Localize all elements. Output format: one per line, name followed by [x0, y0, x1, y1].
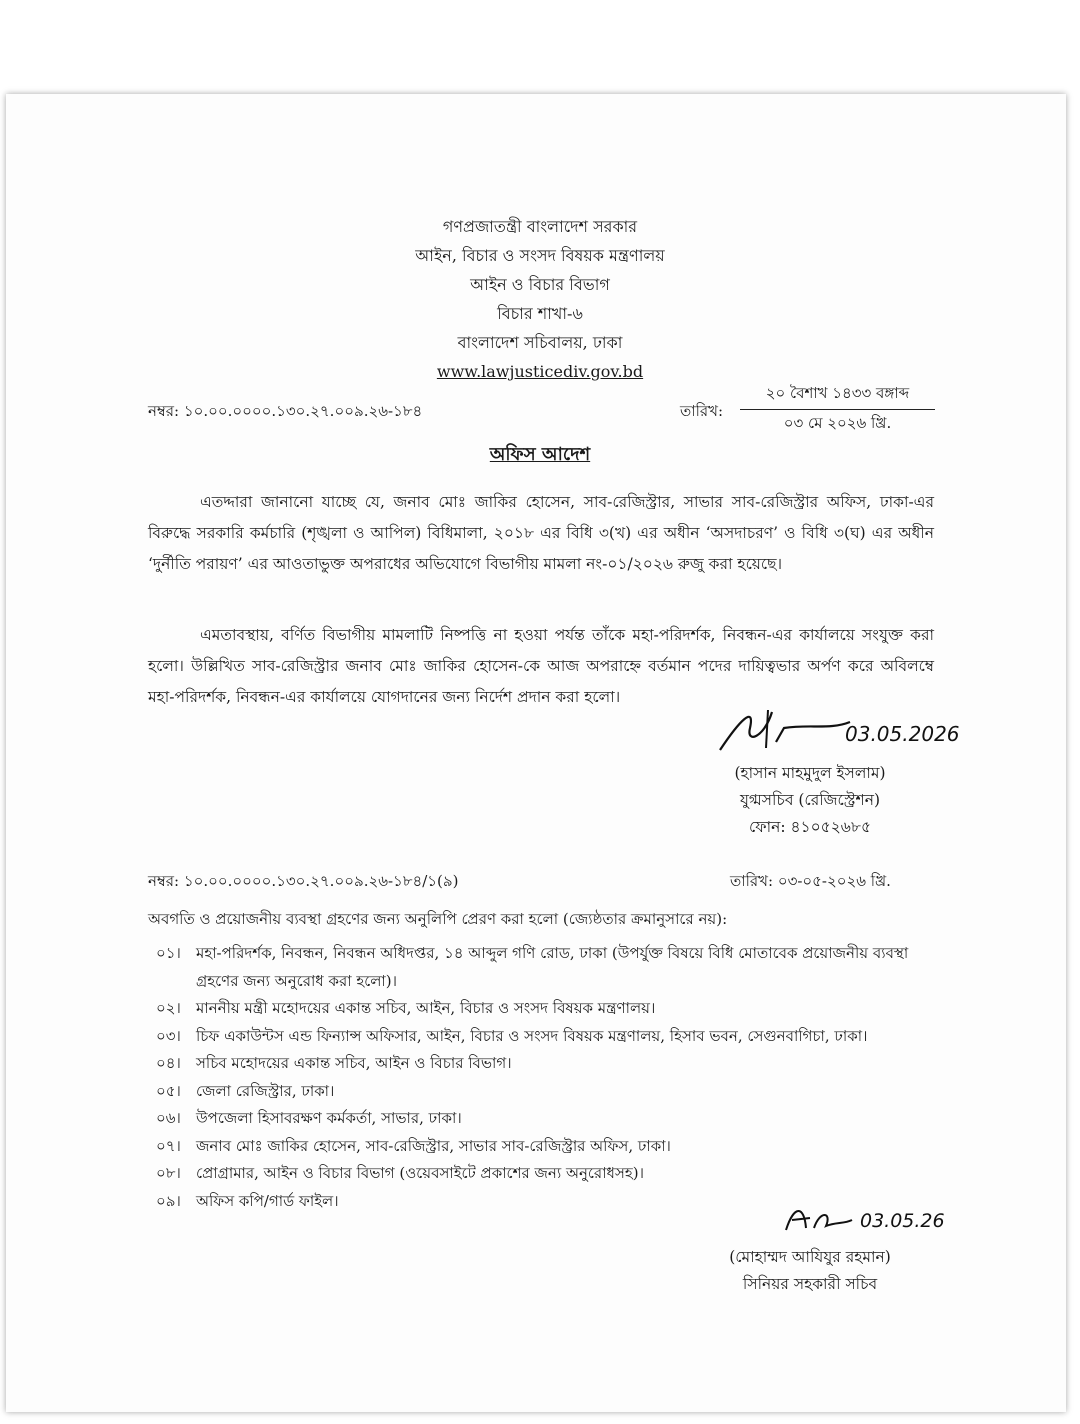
list-item: ০৫। জেলা রেজিস্ট্রার, ঢাকা। — [156, 1081, 335, 1100]
signature-2 — [780, 1200, 860, 1240]
order-paragraph-2: এমতাবস্থায়, বর্ণিত বিভাগীয় মামলাটি নিষ্পত্তি না হওয়া পর্যন্ত তাঁকে মহা-পরিদর্শক, নিবন্ধন-এর কার্যালয়ে সংযুক্ত করা হলো। উল্লিখিত সাব-রেজিস্ট্রার জনাব মোঃ জাকির হোসেন-কে আজ অপরাহ্নে বর্তমান পদের দায়িত্বভার অর্পণ করে অবিলম্বে মহা-পরিদর্শক, নিবন্ধন-এর কার্যালয়ে যোগদানের জন্য নির্দেশ প্রদান করা হলো। — [148, 626, 934, 706]
list-item: ০৬। উপজেলা হিসাবরক্ষণ কর্মকর্তা, সাভার, ঢাকা। — [156, 1109, 462, 1127]
list-item: ০১। মহা-পরিদর্শক, নিবন্ধন, নিবন্ধন অধিদপ্তর, ১৪ আব্দুল গণি রোড, ঢাকা (উপর্যুক্ত বিষয়ে বিধি মোতাবেক প্রয়োজনীয় ব্যবস্থা গ্রহণের জন্য অনুরোধ করা হলো)। — [156, 944, 909, 990]
ministry-name: আইন, বিচার ও সংসদ বিষয়ক মন্ত্রণালয় — [415, 246, 665, 265]
signatory-2-name: (মোহাম্মদ আযিযুর রহমান) — [729, 1248, 891, 1266]
signatory-1-designation: যুগ্মসচিব (রেজিস্ট্রেশন) — [739, 791, 880, 809]
signatory-1-block — [680, 760, 940, 841]
list-item: ০৪। সচিব মহোদয়ের একান্ত সচিব, আইন ও বিচার বিভাগ। — [156, 1054, 512, 1072]
division-name: আইন ও বিচার বিভাগ — [470, 275, 610, 294]
signatory-2-block — [690, 1244, 930, 1298]
list-item: ০২। মাননীয় মন্ত্রী মহোদয়ের একান্ত সচিব, আইন, বিচার ও সংসদ বিষয়ক মন্ত্রণালয়। — [156, 999, 656, 1017]
website-link[interactable]: www.lawjusticediv.gov.bd — [436, 362, 644, 381]
date-label: তারিখ: — [680, 402, 724, 420]
list-item: ০৭। জনাব মোঃ জাকির হোসেন, সাব-রেজিস্ট্রার, সাভার সাব-রেজিস্ট্রার অফিস, ঢাকা। — [156, 1136, 671, 1155]
distribution-list — [156, 940, 936, 1215]
date-gregorian: ০৩ মে ২০২৬ খ্রি. — [783, 414, 892, 432]
signatory-2-designation: সিনিয়র সহকারী সচিব — [742, 1275, 878, 1293]
letterhead — [0, 212, 1080, 386]
signature-2-date: 03.05.26 — [860, 1210, 945, 1232]
office-address: বাংলাদেশ সচিবালয়, ঢাকা — [457, 333, 623, 352]
list-item: ০৯। অফিস কপি/গার্ড ফাইল। — [156, 1191, 339, 1210]
order-paragraph-1: এতদ্দারা জানানো যাচ্ছে যে, জনাব মোঃ জাকির হোসেন, সাব-রেজিস্ট্রার, সাভার সাব-রেজিস্ট্রার অফিস, ঢাকা-এর বিরুদ্ধে সরকারি কর্মচারি (শৃঙ্খলা ও আপিল) বিধিমালা, ২০১৮ এর বিধি ৩(খ) এর অধীন ‘অসদাচরণ’ ও বিধি ৩(ঘ) এর অধীন ‘দুর্নীতি পরায়ণ’ এর আওতাভুক্ত অপরাধের অভিযোগে বিভাগীয় মামলা নং-০১/২০২৬ রুজু করা হয়েছে। — [148, 493, 934, 573]
list-item: ০৮। প্রোগ্রামার, আইন ও বিচার বিভাগ (ওয়েবসাইটে প্রকাশের জন্য অনুরোধসহ)। — [156, 1164, 644, 1182]
distribution-memo-date: তারিখ: ০৩-০৫-২০২৬ খ্রি. — [730, 872, 891, 890]
order-title: অফিস আদেশ — [489, 444, 591, 465]
branch-name: বিচার শাখা-৬ — [497, 304, 583, 323]
list-item: ০৩। চিফ একাউন্টস এন্ড ফিন্যান্স অফিসার, আইন, বিচার ও সংসদ বিষয়ক মন্ত্রণালয়, হিসাব ভবন, সেগুনবাগিচা, ঢাকা। — [156, 1026, 868, 1045]
signatory-1-name: (হাসান মাহমুদুল ইসলাম) — [734, 764, 886, 782]
memo-number: নম্বর: ১০.০০.০০০০.১৩০.২৭.০০৯.২৬-১৮৪ — [148, 402, 423, 420]
date-bangla: ২০ বৈশাখ ১৪৩৩ বঙ্গাব্দ — [740, 382, 935, 410]
distribution-intro: অবগতি ও প্রয়োজনীয় ব্যবস্থা গ্রহণের জন্য অনুলিপি প্রেরণ করা হলো (জ্যেষ্ঠতার ক্রমানুসারে নয়): — [148, 910, 728, 928]
distribution-memo-number: নম্বর: ১০.০০.০০০০.১৩০.২৭.০০৯.২৬-১৮৪/১(৯) — [148, 872, 459, 890]
signatory-1-phone: ফোন: ৪১০৫২৬৮৫ — [748, 818, 872, 836]
govt-name: গণপ্রজাতন্ত্রী বাংলাদেশ সরকার — [442, 217, 638, 236]
signature-1-date: 03.05.2026 — [845, 722, 960, 746]
